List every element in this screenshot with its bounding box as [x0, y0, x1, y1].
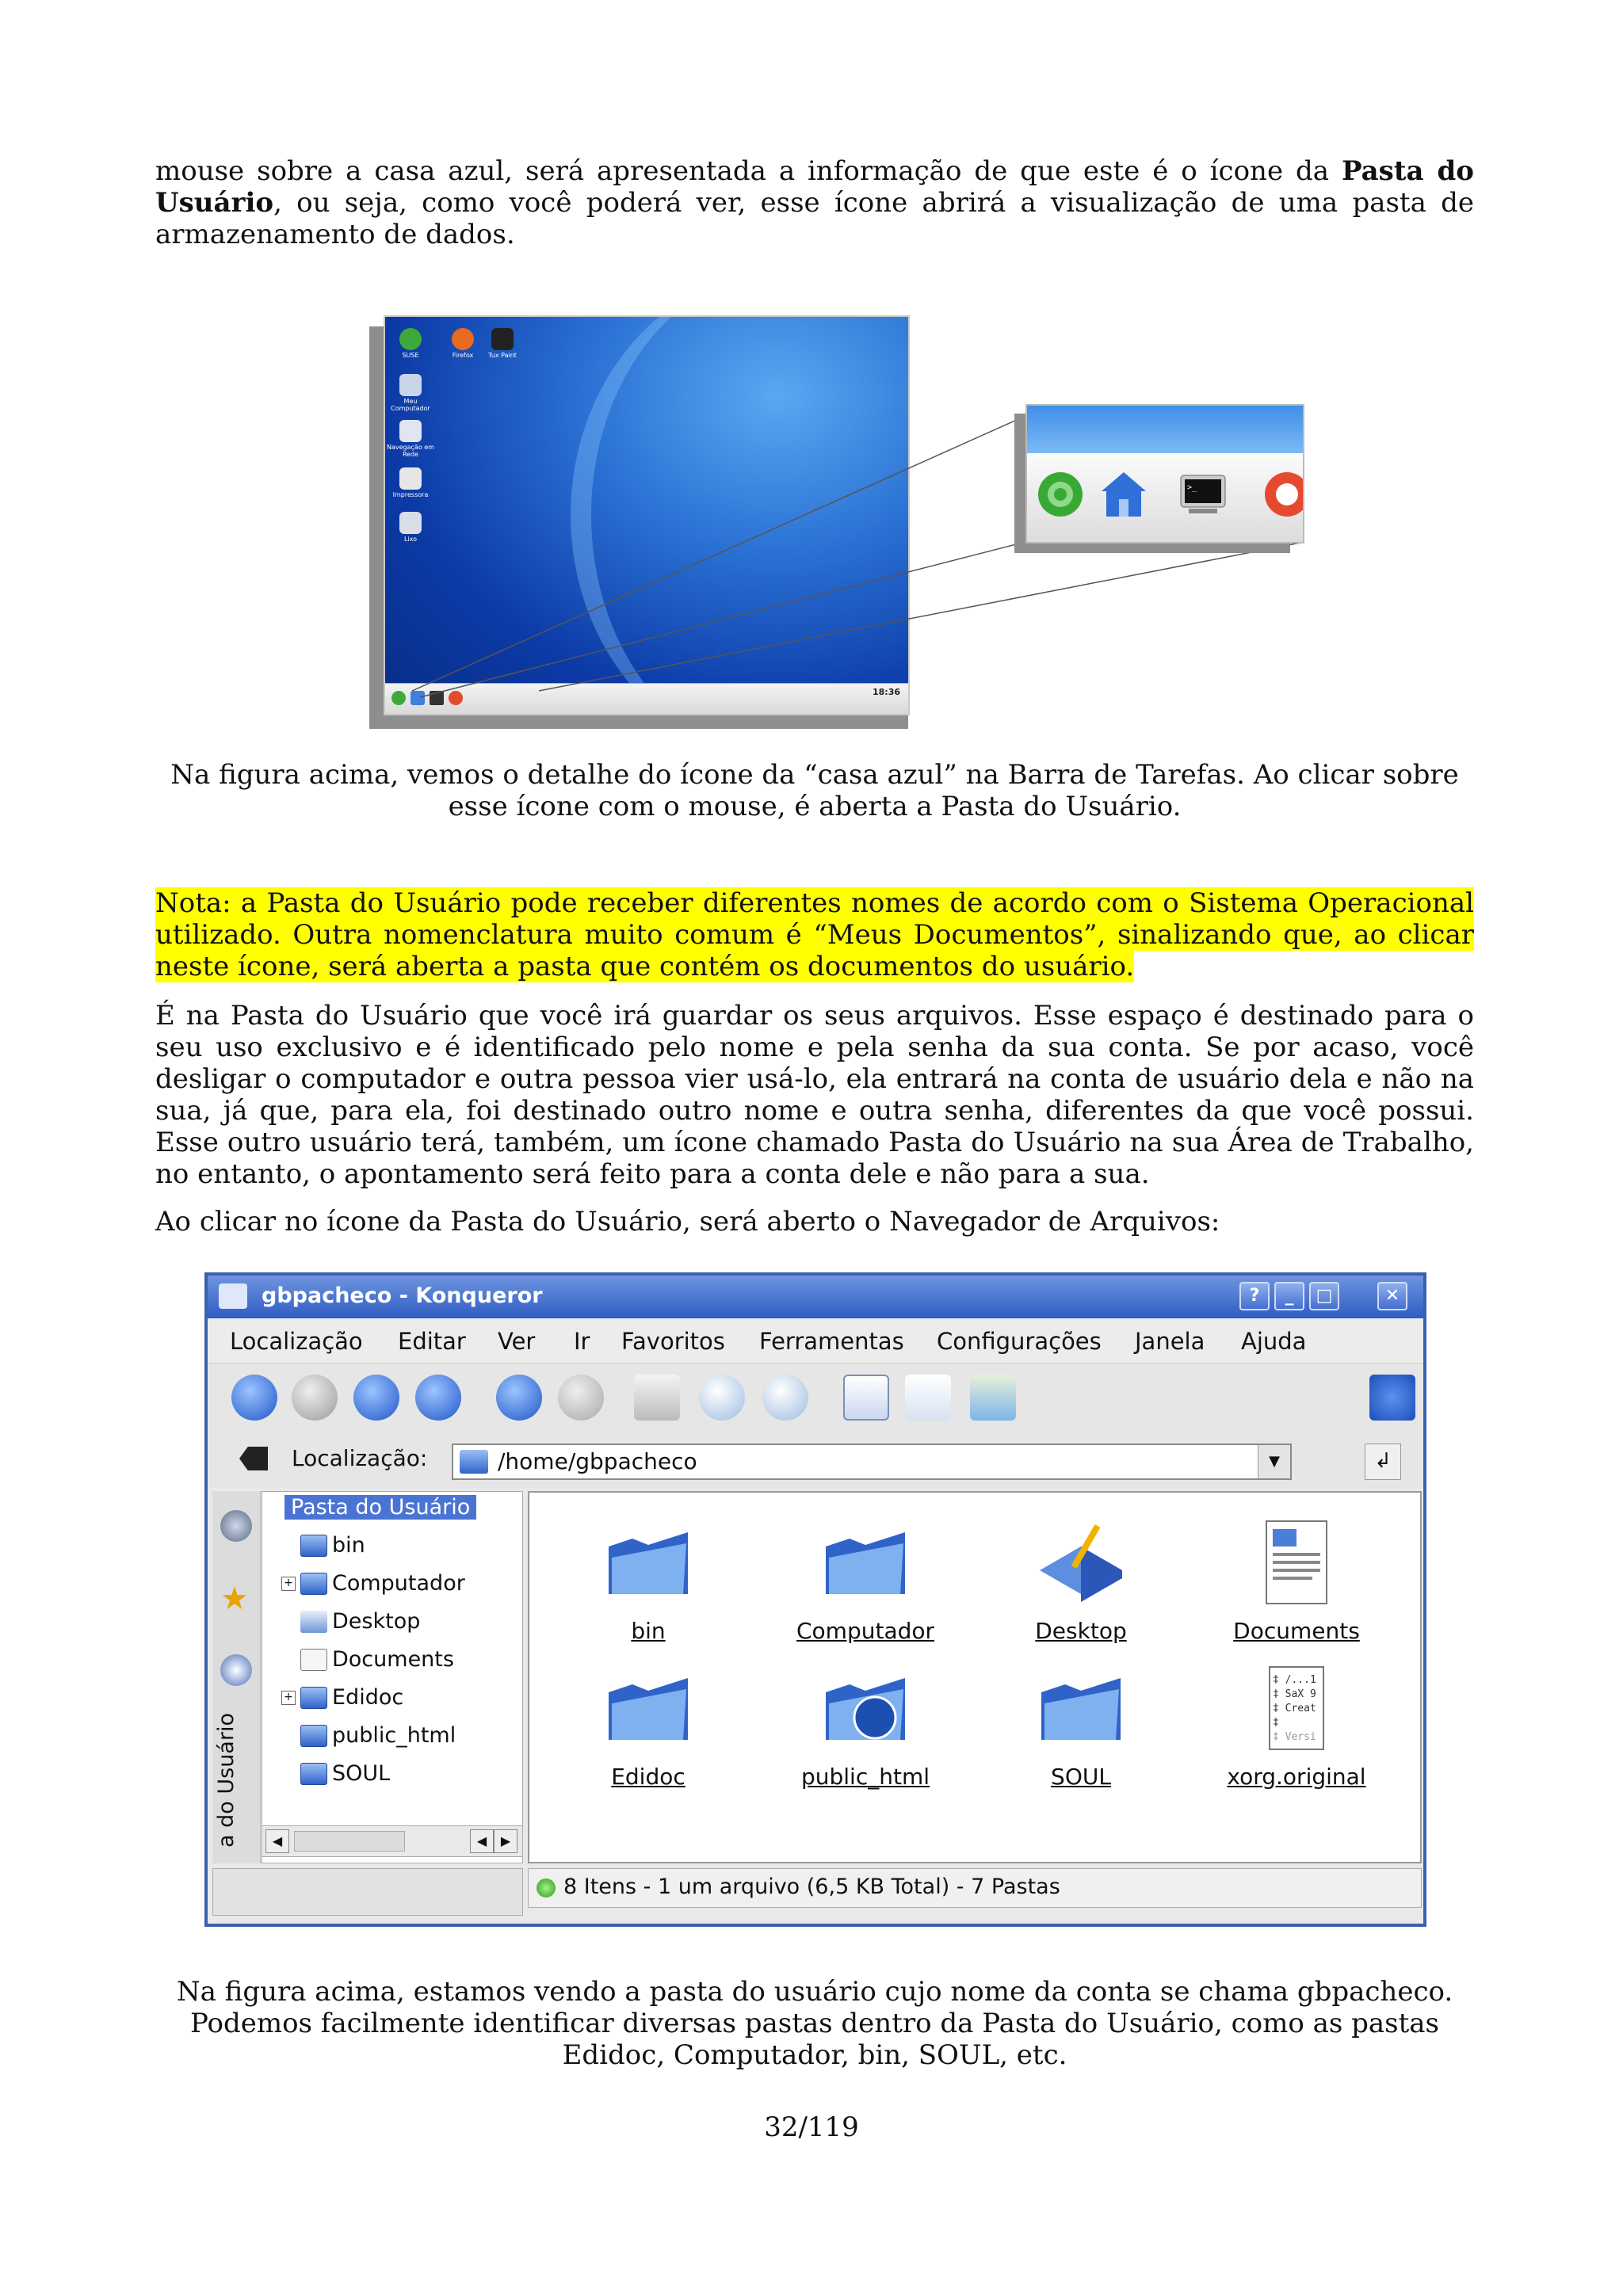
minimize-button[interactable]: _: [1274, 1282, 1304, 1310]
zoom-in-icon[interactable]: [699, 1375, 745, 1421]
desktop-icon-tuxpaint: Tux Paint: [479, 328, 526, 359]
folder-icon: [300, 1535, 327, 1557]
menu-ver[interactable]: Ver: [498, 1328, 536, 1355]
chevron-down-icon[interactable]: ▼: [1258, 1445, 1290, 1478]
folder-icon: [460, 1450, 488, 1474]
tree-item-soul[interactable]: SOUL: [332, 1761, 390, 1786]
maximize-button[interactable]: □: [1309, 1282, 1339, 1310]
menu-ferramentas[interactable]: Ferramentas: [759, 1328, 904, 1355]
help-icon: [1262, 469, 1304, 520]
menu-ajuda[interactable]: Ajuda: [1241, 1328, 1307, 1355]
tree-item-edidoc[interactable]: + Edidoc: [332, 1685, 403, 1710]
home-folder-icon: [1098, 469, 1149, 520]
print-icon[interactable]: [634, 1375, 680, 1421]
file-item-documents[interactable]: Documents: [1209, 1515, 1384, 1644]
desktop-icon-firefox: Firefox: [439, 328, 487, 359]
web-folder-icon: [818, 1661, 913, 1756]
note-paragraph: [155, 887, 1474, 982]
document-icon: [1249, 1515, 1344, 1610]
svg-text:>_: >_: [1187, 483, 1197, 492]
expand-plus-icon[interactable]: +: [281, 1577, 296, 1591]
tree-item-computador[interactable]: + Computador: [332, 1571, 465, 1596]
clear-location-icon[interactable]: [239, 1447, 268, 1470]
scroll-left-icon[interactable]: ◀: [470, 1829, 494, 1853]
file-item-computador[interactable]: Computador: [778, 1515, 953, 1644]
folder-icon: [300, 1687, 327, 1709]
folder-icon: [219, 1283, 247, 1309]
icon-view-icon[interactable]: [843, 1375, 889, 1421]
svg-text:‡ /...1: ‡ /...1: [1273, 1674, 1316, 1686]
caption-konqueror-figure: Na figura acima, estamos vendo a pasta do usuário cujo nome da conta se chama gbpacheco. Podemos facilmente identificar diversas pastas dentro da Pasta do Usuário, como as pastas Edidoc, Computador, bin, SOUL, etc.: [176, 1976, 1453, 2071]
folder-tree: [262, 1491, 523, 1863]
desktop-icon-computer: Meu Computador: [387, 374, 434, 412]
detail-view-icon[interactable]: [905, 1375, 951, 1421]
menu-favoritos[interactable]: Favoritos: [621, 1328, 725, 1355]
menu-janela[interactable]: Janela: [1135, 1328, 1205, 1355]
text-file-icon: [1249, 1661, 1344, 1756]
document-icon: [300, 1649, 327, 1671]
scroll-thumb[interactable]: [294, 1831, 405, 1852]
reload-icon[interactable]: [496, 1375, 542, 1421]
konqueror-window: [204, 1272, 1426, 1927]
folder-icon: [601, 1661, 696, 1756]
status-bar: [528, 1868, 1422, 1908]
intro-text-end: , ou seja, como você poderá ver, esse ícone abrirá a visualização de uma pasta de armazenamento de dados.: [155, 187, 1474, 250]
svg-text:‡ Versi: ‡ Versi: [1273, 1731, 1316, 1743]
status-light-icon: [537, 1878, 556, 1897]
close-button[interactable]: ✕: [1377, 1282, 1407, 1310]
go-arrow-icon[interactable]: ↲: [1365, 1444, 1401, 1480]
svg-text:‡ Creat: ‡ Creat: [1273, 1703, 1316, 1714]
file-item-xorg-original[interactable]: ‡ /...1 ‡ SaX 9 ‡ Creat ‡ ‡ Versi xorg.original: [1209, 1661, 1384, 1790]
scroll-left-icon[interactable]: ◀: [265, 1829, 289, 1853]
desktop-icon-trash: Lixo: [387, 512, 434, 543]
folder-icon: [300, 1763, 327, 1785]
tree-item-desktop[interactable]: Desktop: [332, 1609, 420, 1634]
desktop-icon-printer: Impressora: [387, 467, 434, 498]
window-title-bar[interactable]: [208, 1276, 1423, 1318]
help-button[interactable]: ?: [1239, 1282, 1270, 1310]
file-item-bin[interactable]: bin: [561, 1515, 735, 1644]
taskbar-clock: 18:36: [872, 687, 900, 697]
sidebar-status-area: [212, 1868, 523, 1916]
expand-plus-icon[interactable]: +: [281, 1691, 296, 1705]
desktop-icon-suse: SUSE: [387, 328, 434, 359]
main-toolbar: [208, 1363, 1423, 1436]
tree-item-home[interactable]: Pasta do Usuário: [285, 1495, 476, 1520]
intro-bold-term: Pasta do Usuário: [155, 155, 1474, 219]
back-icon[interactable]: [231, 1375, 277, 1421]
menu-configuracoes[interactable]: Configurações: [937, 1328, 1102, 1355]
home-icon[interactable]: [415, 1375, 461, 1421]
location-label: Localização:: [292, 1445, 428, 1471]
menu-localizacao[interactable]: Localização: [230, 1328, 363, 1355]
desktop-folder-icon: [1033, 1515, 1128, 1610]
folder-icon: [818, 1515, 913, 1610]
location-value: /home/gbpacheco: [498, 1448, 697, 1474]
caption-desktop-figure: Na figura acima, vemos o detalhe do ícone da “casa azul” na Barra de Tarefas. Ao clicar sobre esse ícone com o mouse, é aberta a Pasta do Usuário.: [170, 759, 1459, 822]
location-bar: [208, 1434, 1423, 1488]
history-clock-icon[interactable]: [220, 1654, 252, 1686]
tree-item-documents[interactable]: Documents: [332, 1647, 454, 1672]
navigation-tab-icon[interactable]: [220, 1510, 252, 1542]
zoom-out-icon[interactable]: [762, 1375, 808, 1421]
scroll-right-icon[interactable]: ▶: [494, 1829, 517, 1853]
svg-text:‡: ‡: [1273, 1717, 1279, 1729]
sidebar-tabs: [212, 1491, 261, 1863]
desktop-icon: [300, 1611, 327, 1633]
intro-text: mouse sobre a casa azul, será apresentada a informação de que este é o ícone da: [155, 155, 1342, 187]
file-item-desktop[interactable]: Desktop: [994, 1515, 1168, 1644]
zoom-connector-lines: [0, 0, 1623, 792]
terminal-icon: [1178, 469, 1228, 520]
note-highlight: Nota: a Pasta do Usuário pode receber diferentes nomes de acordo com o Sistema Operacional utilizado. Outra nomenclatura muito comum é “Meus Documentos”, sinalizando que, ao clicar neste ícone, será aberta a pasta que contém os documentos do usuário.: [155, 887, 1474, 982]
web-folder-icon: [300, 1725, 327, 1747]
menu-editar[interactable]: Editar: [398, 1328, 466, 1355]
page-number: 32/119: [764, 2111, 859, 2143]
forward-icon[interactable]: [292, 1375, 338, 1421]
folder-icon: [300, 1573, 327, 1595]
konqueror-gear-icon[interactable]: [1369, 1375, 1415, 1421]
menu-bar: [208, 1318, 1423, 1363]
bookmarks-star-icon[interactable]: ★: [220, 1581, 249, 1617]
menu-ir[interactable]: Ir: [574, 1328, 590, 1355]
folder-icon: [1033, 1661, 1128, 1756]
status-text: 8 Itens - 1 um arquivo (6,5 KB Total) - 7 Pastas: [563, 1875, 1060, 1899]
sidebar-tab-home-folder[interactable]: a do Usuário: [214, 1713, 239, 1848]
tree-horizontal-scrollbar[interactable]: [262, 1825, 523, 1857]
svg-text:‡ SaX 9: ‡ SaX 9: [1273, 1688, 1316, 1700]
desktop-icon-network: Navegação em Rede: [387, 420, 434, 458]
file-view: [528, 1491, 1422, 1863]
suse-icon: [1035, 469, 1086, 520]
file-item-soul[interactable]: SOUL: [994, 1661, 1168, 1790]
location-input[interactable]: [452, 1444, 1292, 1480]
paragraph-file-browser: Ao clicar no ícone da Pasta do Usuário, será aberto o Navegador de Arquivos:: [155, 1206, 1220, 1238]
up-icon[interactable]: [353, 1375, 399, 1421]
tree-item-bin[interactable]: bin: [332, 1533, 365, 1558]
file-item-edidoc[interactable]: Edidoc: [561, 1661, 735, 1790]
paragraph-user-folder: É na Pasta do Usuário que você irá guardar os seus arquivos. Esse espaço é destinado para o seu uso exclusivo e é identificado pelo nome e pela senha da sua conta. Se por acaso, você desligar o computador e outra pessoa vier usá-lo, ela entrará na conta de usuário dela e não na sua, já que, para ela, foi destinado outro nome e outra senha, diferentes da que você possui. Esse outro usuário terá, também, um ícone chamado Pasta do Usuário na sua Área de Trabalho, no entanto, o apontamento será feito para a conta dele e não para a sua.: [155, 1000, 1474, 1190]
file-item-public-html[interactable]: public_html: [778, 1661, 953, 1790]
taskbar-zoom-detail: [1025, 404, 1304, 543]
stop-icon[interactable]: [558, 1375, 604, 1421]
image-preview-icon[interactable]: [970, 1375, 1016, 1421]
folder-icon: [601, 1515, 696, 1610]
window-title: gbpacheco - Konqueror: [262, 1283, 543, 1308]
tree-item-public-html[interactable]: public_html: [332, 1723, 456, 1748]
